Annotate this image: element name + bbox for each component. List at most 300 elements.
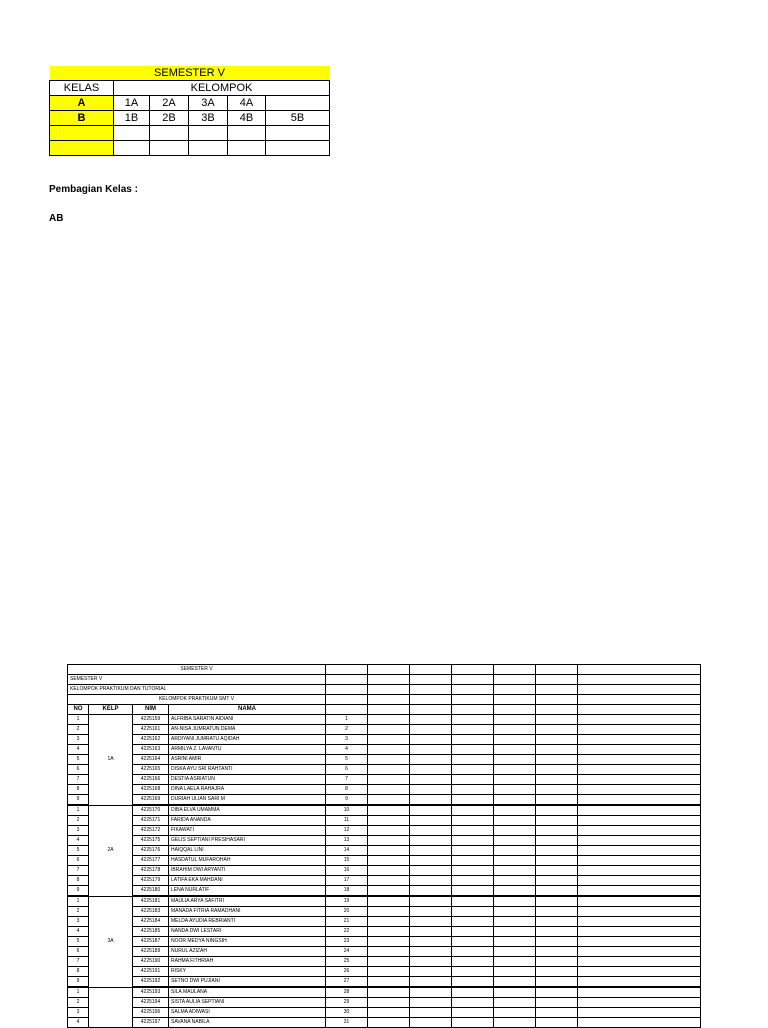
empty-cell <box>578 957 701 967</box>
student-seq: 17 <box>326 876 368 886</box>
empty-cell <box>368 685 410 695</box>
empty-cell <box>578 675 701 685</box>
student-name: ALFRIBA SARATIN AIDIANI <box>169 715 326 725</box>
kelompok-header: KELOMPOK <box>114 81 330 96</box>
student-name: DESTIA ASRIATUN <box>169 775 326 785</box>
empty-cell <box>452 795 494 806</box>
empty-cell <box>452 987 494 998</box>
student-name: SETNO DWI PUJIANI <box>169 977 326 988</box>
group-cell <box>114 126 150 141</box>
empty-cell <box>536 775 578 785</box>
empty-cell <box>368 665 410 675</box>
empty-cell <box>494 735 536 745</box>
empty-cell <box>536 967 578 977</box>
empty-cell <box>368 886 410 897</box>
empty-cell <box>536 826 578 836</box>
student-nim: 4225170 <box>133 805 169 816</box>
table-row <box>68 725 701 735</box>
student-no: 7 <box>68 957 89 967</box>
table-row <box>68 927 701 937</box>
table-row <box>68 998 701 1008</box>
student-seq: 9 <box>326 795 368 806</box>
table-row <box>68 866 701 876</box>
student-name: DURIAH ULIAN SARI M <box>169 795 326 806</box>
empty-cell <box>368 947 410 957</box>
student-nim: 4225168 <box>133 785 169 795</box>
student-name: DISKA AYU SRI RAHTANTI <box>169 765 326 775</box>
group-cell <box>266 141 330 156</box>
empty-cell <box>578 896 701 907</box>
student-name: MAULIA ARYA SAFITRI <box>169 896 326 907</box>
empty-cell <box>536 1018 578 1028</box>
empty-cell <box>410 826 452 836</box>
student-name: RISKY <box>169 967 326 977</box>
empty-cell <box>326 705 368 715</box>
empty-cell <box>410 755 452 765</box>
group-cell: 2B <box>150 111 189 126</box>
empty-cell <box>452 805 494 816</box>
empty-cell <box>578 937 701 947</box>
student-nim: 4225179 <box>133 876 169 886</box>
empty-cell <box>536 816 578 826</box>
table-row <box>68 977 701 988</box>
empty-cell <box>410 977 452 988</box>
empty-cell <box>368 755 410 765</box>
empty-cell <box>494 866 536 876</box>
empty-cell <box>536 856 578 866</box>
empty-cell <box>410 836 452 846</box>
empty-cell <box>368 785 410 795</box>
student-nim: 4225164 <box>133 755 169 765</box>
empty-cell <box>410 795 452 806</box>
student-no: 3 <box>68 826 89 836</box>
empty-cell <box>452 735 494 745</box>
empty-cell <box>410 846 452 856</box>
empty-cell <box>368 846 410 856</box>
student-nim: 4225161 <box>133 725 169 735</box>
group-kelp: 2A <box>89 805 133 896</box>
empty-cell <box>536 785 578 795</box>
student-name: SILA MAULANA <box>169 987 326 998</box>
student-name: GELIS SEPTIANI PRESIHASARI <box>169 836 326 846</box>
student-nim: 4225178 <box>133 866 169 876</box>
empty-cell <box>452 876 494 886</box>
student-no: 2 <box>68 725 89 735</box>
student-seq: 22 <box>326 927 368 937</box>
student-name: SISTA AULIA SEPTIANI <box>169 998 326 1008</box>
empty-cell <box>410 665 452 675</box>
student-nim: 4225172 <box>133 826 169 836</box>
empty-cell <box>452 755 494 765</box>
empty-cell <box>536 876 578 886</box>
empty-cell <box>536 715 578 725</box>
empty-cell <box>536 957 578 967</box>
empty-cell <box>410 987 452 998</box>
student-no: 5 <box>68 755 89 765</box>
student-seq: 7 <box>326 775 368 785</box>
student-name: NANDA DWI LESTARI <box>169 927 326 937</box>
student-name: LATIFA EKA MAHDANI <box>169 876 326 886</box>
group-cell <box>189 141 228 156</box>
empty-cell <box>536 866 578 876</box>
table-row <box>68 816 701 826</box>
empty-cell <box>536 927 578 937</box>
empty-cell <box>410 998 452 1008</box>
table-row <box>68 836 701 846</box>
group-cell: 1A <box>114 96 150 111</box>
student-nim: 4225190 <box>133 957 169 967</box>
empty-cell <box>410 775 452 785</box>
student-no: 2 <box>68 998 89 1008</box>
empty-cell <box>578 755 701 765</box>
empty-cell <box>452 705 494 715</box>
student-seq: 30 <box>326 1008 368 1018</box>
empty-cell <box>452 765 494 775</box>
student-name: SAVANA NABILA <box>169 1018 326 1028</box>
empty-cell <box>494 957 536 967</box>
empty-cell <box>494 755 536 765</box>
empty-cell <box>410 876 452 886</box>
table-row <box>68 715 701 725</box>
empty-cell <box>536 735 578 745</box>
student-nim: 4225180 <box>133 886 169 897</box>
empty-cell <box>410 725 452 735</box>
empty-cell <box>452 1008 494 1018</box>
empty-cell <box>536 917 578 927</box>
empty-cell <box>494 705 536 715</box>
table-row <box>68 987 701 998</box>
student-seq: 3 <box>326 735 368 745</box>
student-nim: 4225169 <box>133 795 169 806</box>
table-row <box>68 886 701 897</box>
empty-cell <box>368 967 410 977</box>
student-name: ARMILYA Z. LAVANTU <box>169 745 326 755</box>
student-seq: 4 <box>326 745 368 755</box>
empty-cell <box>536 705 578 715</box>
group-cell: 2A <box>150 96 189 111</box>
roster-info-row <box>68 685 701 695</box>
empty-cell <box>368 977 410 988</box>
student-no: 6 <box>68 765 89 775</box>
empty-cell <box>536 1008 578 1018</box>
empty-cell <box>368 826 410 836</box>
table-row <box>68 856 701 866</box>
empty-cell <box>494 775 536 785</box>
group-cell <box>228 126 266 141</box>
student-seq: 23 <box>326 937 368 947</box>
roster-title: SEMESTER V <box>68 665 326 675</box>
empty-cell <box>578 735 701 745</box>
empty-cell <box>452 785 494 795</box>
empty-cell <box>536 745 578 755</box>
empty-cell <box>536 896 578 907</box>
empty-cell <box>578 695 701 705</box>
empty-cell <box>494 795 536 806</box>
empty-cell <box>578 775 701 785</box>
empty-cell <box>494 765 536 775</box>
group-kelp: 3A <box>89 896 133 987</box>
roster-info-row <box>68 695 701 705</box>
student-nim: 4225159 <box>133 715 169 725</box>
header-nim: NIM <box>133 705 169 715</box>
student-name: IBRAHIM DWI ARYANTI <box>169 866 326 876</box>
student-no: 4 <box>68 745 89 755</box>
student-seq: 16 <box>326 866 368 876</box>
student-name: FARIDA ANANDA <box>169 816 326 826</box>
empty-cell <box>494 998 536 1008</box>
empty-cell <box>578 685 701 695</box>
table-row <box>68 876 701 886</box>
empty-cell <box>452 977 494 988</box>
semester-table <box>49 66 330 156</box>
empty-cell <box>326 665 368 675</box>
empty-cell <box>368 998 410 1008</box>
empty-cell <box>494 967 536 977</box>
table-row <box>68 957 701 967</box>
empty-cell <box>494 846 536 856</box>
student-no: 7 <box>68 866 89 876</box>
empty-cell <box>536 836 578 846</box>
empty-cell <box>452 947 494 957</box>
empty-cell <box>368 695 410 705</box>
student-nim: 4225181 <box>133 896 169 907</box>
table-row <box>68 947 701 957</box>
group-cell <box>114 141 150 156</box>
student-no: 6 <box>68 856 89 866</box>
empty-cell <box>452 695 494 705</box>
group-kelp <box>89 987 133 1028</box>
empty-cell <box>326 695 368 705</box>
student-name: HAIQQAL LINI <box>169 846 326 856</box>
empty-cell <box>326 685 368 695</box>
empty-cell <box>368 795 410 806</box>
empty-cell <box>494 1008 536 1018</box>
kelas-cell <box>50 126 114 141</box>
kelas-cell <box>50 141 114 156</box>
student-name: ARDIYANI JUMRATU AQIDAH <box>169 735 326 745</box>
empty-cell <box>326 675 368 685</box>
empty-cell <box>494 856 536 866</box>
empty-cell <box>536 977 578 988</box>
empty-cell <box>578 947 701 957</box>
empty-cell <box>494 695 536 705</box>
empty-cell <box>578 856 701 866</box>
empty-cell <box>410 937 452 947</box>
empty-cell <box>578 765 701 775</box>
student-seq: 21 <box>326 917 368 927</box>
student-no: 8 <box>68 967 89 977</box>
table-row <box>68 826 701 836</box>
empty-cell <box>452 967 494 977</box>
empty-cell <box>368 856 410 866</box>
empty-cell <box>368 876 410 886</box>
student-seq: 10 <box>326 805 368 816</box>
empty-cell <box>410 735 452 745</box>
empty-cell <box>410 675 452 685</box>
empty-cell <box>452 957 494 967</box>
empty-cell <box>578 785 701 795</box>
empty-cell <box>494 785 536 795</box>
empty-cell <box>494 927 536 937</box>
empty-cell <box>368 735 410 745</box>
empty-cell <box>452 1018 494 1028</box>
empty-cell <box>536 947 578 957</box>
student-nim: 4225193 <box>133 987 169 998</box>
empty-cell <box>578 836 701 846</box>
group-cell <box>228 141 266 156</box>
student-name: LENA NURLATIF <box>169 886 326 897</box>
group-cell: 1B <box>114 111 150 126</box>
empty-cell <box>368 816 410 826</box>
student-no: 8 <box>68 785 89 795</box>
student-no: 7 <box>68 775 89 785</box>
student-name: DINA LAELA RAHAJRA <box>169 785 326 795</box>
table-row <box>68 937 701 947</box>
empty-cell <box>578 705 701 715</box>
student-seq: 19 <box>326 896 368 907</box>
empty-cell <box>578 816 701 826</box>
empty-cell <box>368 907 410 917</box>
empty-cell <box>452 665 494 675</box>
student-no: 4 <box>68 1018 89 1028</box>
empty-cell <box>578 745 701 755</box>
empty-cell <box>536 725 578 735</box>
student-name: SALMA ADIWASI <box>169 1008 326 1018</box>
student-seq: 24 <box>326 947 368 957</box>
empty-cell <box>578 907 701 917</box>
student-nim: 4225183 <box>133 907 169 917</box>
empty-cell <box>578 886 701 897</box>
empty-cell <box>410 695 452 705</box>
empty-cell <box>410 917 452 927</box>
empty-cell <box>494 836 536 846</box>
kelas-cell: B <box>50 111 114 126</box>
table-row <box>68 755 701 765</box>
student-no: 4 <box>68 836 89 846</box>
empty-cell <box>578 665 701 675</box>
student-seq: 5 <box>326 755 368 765</box>
empty-cell <box>368 745 410 755</box>
student-seq: 13 <box>326 836 368 846</box>
roster-line-kelompok: KELOMPOK PRAKTIKUM DAN TUTORIAL <box>68 685 326 695</box>
student-seq: 26 <box>326 967 368 977</box>
empty-cell <box>410 805 452 816</box>
empty-cell <box>452 917 494 927</box>
empty-cell <box>410 907 452 917</box>
empty-cell <box>410 947 452 957</box>
ab-label: AB <box>49 213 64 224</box>
empty-cell <box>578 826 701 836</box>
empty-cell <box>494 826 536 836</box>
student-seq: 14 <box>326 846 368 856</box>
student-seq: 31 <box>326 1018 368 1028</box>
student-seq: 2 <box>326 725 368 735</box>
empty-cell <box>536 805 578 816</box>
group-cell: 3B <box>189 111 228 126</box>
student-no: 9 <box>68 886 89 897</box>
empty-cell <box>494 715 536 725</box>
student-nim: 4225176 <box>133 846 169 856</box>
roster-line-praktikum: KELOMPOK PRAKTIKUM SMT V <box>68 695 326 705</box>
empty-cell <box>578 1008 701 1018</box>
header-kelp: KELP <box>89 705 133 715</box>
empty-cell <box>452 836 494 846</box>
empty-cell <box>368 1018 410 1028</box>
group-cell <box>150 126 189 141</box>
group-cell <box>266 126 330 141</box>
empty-cell <box>578 725 701 735</box>
empty-cell <box>494 987 536 998</box>
student-no: 1 <box>68 987 89 998</box>
semester-title: SEMESTER V <box>50 66 330 81</box>
student-no: 2 <box>68 816 89 826</box>
student-no: 6 <box>68 947 89 957</box>
empty-cell <box>536 846 578 856</box>
empty-cell <box>578 1018 701 1028</box>
empty-cell <box>494 977 536 988</box>
table-row <box>68 846 701 856</box>
empty-cell <box>368 957 410 967</box>
empty-cell <box>368 715 410 725</box>
empty-cell <box>578 876 701 886</box>
table-row <box>68 1008 701 1018</box>
empty-cell <box>452 745 494 755</box>
empty-cell <box>368 836 410 846</box>
group-cell <box>150 141 189 156</box>
pembagian-label: Pembagian Kelas : <box>49 184 138 195</box>
empty-cell <box>452 715 494 725</box>
student-no: 1 <box>68 896 89 907</box>
empty-cell <box>494 1018 536 1028</box>
empty-cell <box>578 805 701 816</box>
table-row <box>68 896 701 907</box>
empty-cell <box>368 927 410 937</box>
empty-cell <box>368 896 410 907</box>
group-cell <box>266 96 330 111</box>
empty-cell <box>536 795 578 806</box>
empty-cell <box>578 967 701 977</box>
table-row <box>68 907 701 917</box>
empty-cell <box>536 937 578 947</box>
empty-cell <box>578 977 701 988</box>
group-cell: 4A <box>228 96 266 111</box>
empty-cell <box>452 866 494 876</box>
student-seq: 1 <box>326 715 368 725</box>
empty-cell <box>410 967 452 977</box>
student-nim: 4225162 <box>133 735 169 745</box>
student-name: ASRINI AMIR <box>169 755 326 765</box>
group-kelp: 1A <box>89 715 133 806</box>
student-no: 1 <box>68 715 89 725</box>
student-no: 2 <box>68 907 89 917</box>
empty-cell <box>410 927 452 937</box>
empty-cell <box>578 998 701 1008</box>
table-row <box>68 917 701 927</box>
empty-cell <box>452 826 494 836</box>
student-name: RAHMA FITHRIAH <box>169 957 326 967</box>
empty-cell <box>452 775 494 785</box>
student-nim: 4225163 <box>133 745 169 755</box>
roster-header-row <box>68 705 701 715</box>
empty-cell <box>452 816 494 826</box>
student-nim: 4225165 <box>133 765 169 775</box>
student-no: 9 <box>68 795 89 806</box>
student-seq: 12 <box>326 826 368 836</box>
empty-cell <box>368 917 410 927</box>
empty-cell <box>494 675 536 685</box>
empty-cell <box>410 896 452 907</box>
empty-cell <box>452 685 494 695</box>
